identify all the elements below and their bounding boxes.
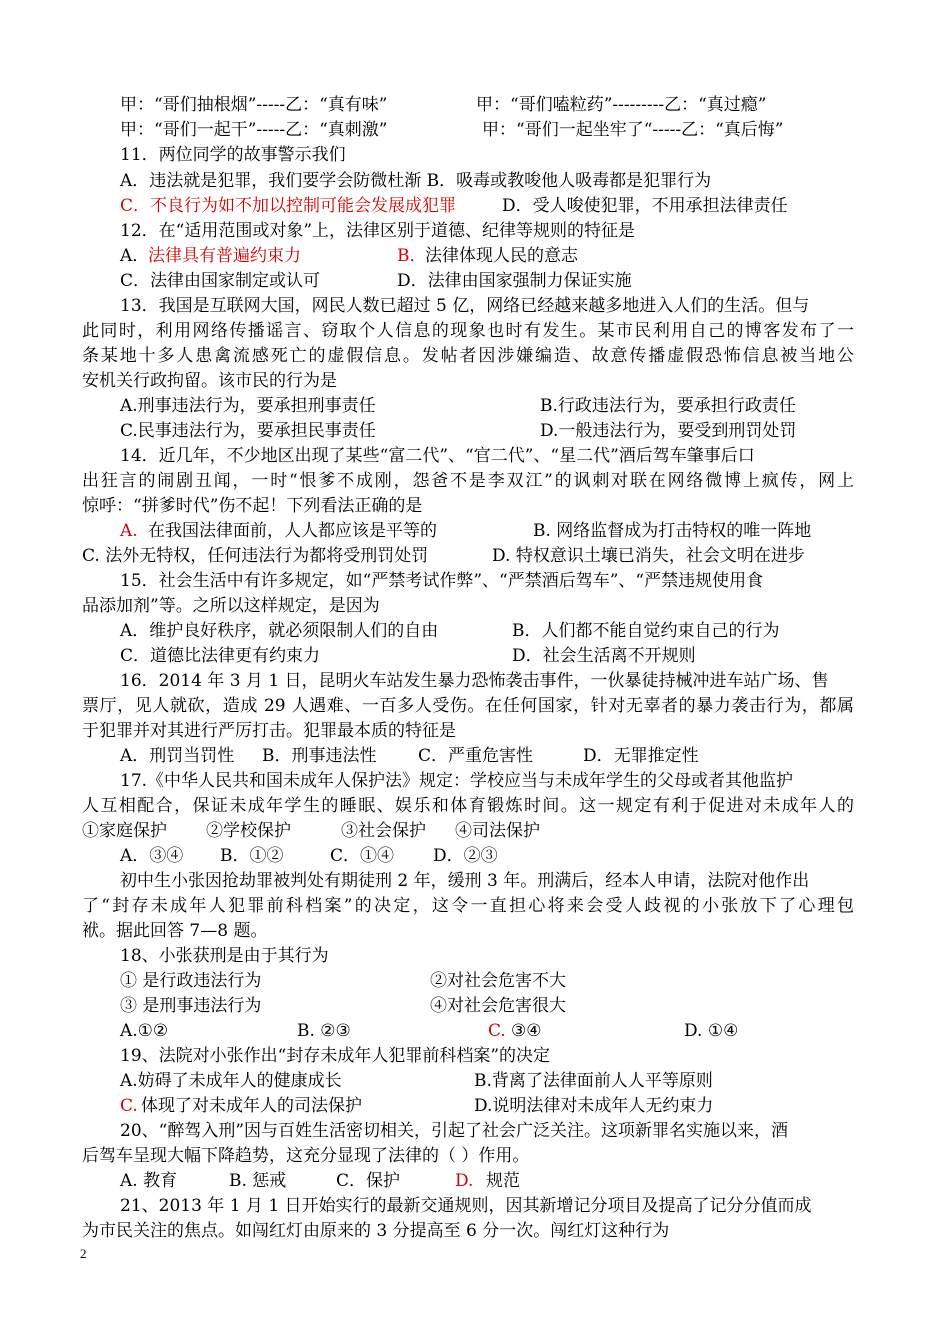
line-text: 人互相配合，保证未成年学生的睡眠、娱乐和体育锻炼时间。这一规定有利于促进对未成年人的	[82, 796, 854, 816]
text-line	[0, 1069, 950, 1094]
line-text: ④司法保护	[455, 821, 540, 841]
text-line	[0, 369, 950, 394]
line-text: ① 是行政违法行为	[120, 971, 262, 991]
line-text: B. 网络监督成为打击特权的唯一阵地	[533, 521, 812, 541]
page-number: 2	[80, 1246, 87, 1261]
line-text: 18、小张获刑是由于其行为	[120, 946, 329, 966]
line-text: B. 惩戒	[229, 1171, 287, 1191]
line-text: ③④	[511, 1021, 542, 1041]
line-text: C．保护	[336, 1171, 401, 1191]
line-text: ①家庭保护	[82, 821, 167, 841]
line-text: 于犯罪并对其进行严厉打击。犯罪最本质的特征是	[82, 721, 456, 741]
line-text: D．②③	[433, 846, 498, 866]
line-text: 惊呼：“拼爹时代”伤不起！下列看法正确的是	[82, 496, 423, 516]
line-text: 为市民关注的焦点。如闯红灯由原来的 3 分提高至 6 分一次。闯红灯这种行为	[82, 1221, 670, 1241]
text-line	[0, 219, 950, 244]
line-text: ④对社会危害很大	[430, 996, 566, 1016]
line-text: 出狂言的闹剧丑闻，一时“恨爹不成刚，怨爸不是李双江”的讽刺对联在网络微博上疯传，网上	[82, 471, 854, 491]
line-text: 19、法院对小张作出“封存未成年人犯罪前科档案”的决定	[120, 1046, 551, 1066]
text-line	[0, 1044, 950, 1069]
text-line	[0, 744, 950, 769]
line-text: D．社会生活离不开规则	[512, 646, 696, 666]
line-text: ③ 是刑事违法行为	[120, 996, 262, 1016]
line-text: 13．我国是互联网大国，网民人数已超过 5 亿，网络已经越来越多地进入人们的生活。但与	[120, 296, 810, 316]
line-text: B．人们都不能自觉约束自己的行为	[512, 621, 780, 641]
text-line	[0, 419, 950, 444]
line-text: ②学校保护	[206, 821, 291, 841]
text-line	[0, 269, 950, 294]
line-text: 20、“醉驾入刑”因与百姓生活密切相关，引起了社会广泛关注。这项新罪名实施以来，酒	[120, 1121, 789, 1141]
line-text: D．受人唆使犯罪，不用承担法律责任	[502, 196, 788, 216]
text-line	[0, 569, 950, 594]
line-text: D. 特权意识土壤已消失，社会文明在进步	[492, 546, 805, 566]
text-line	[0, 619, 950, 644]
line-text: 甲：“哥们一起干”-----乙：“真刺激”	[120, 120, 388, 140]
highlighted-text: D.	[455, 1171, 474, 1191]
line-text: 条某地十多人患禽流感死亡的虚假信息。发帖者因涉嫌编造、故意传播虚假恐怖信息被当地公	[82, 346, 854, 366]
line-text: A．违法就是犯罪，我们要学会防微杜渐 B．吸毒或教唆他人吸毒都是犯罪行为	[120, 171, 712, 191]
line-text: C.民事违法行为，要承担民事责任	[120, 421, 376, 441]
highlighted-text: A.	[120, 521, 138, 541]
text-line	[0, 819, 950, 844]
line-text: 甲：“哥们一起坐牢了“-----乙：“真后悔”	[482, 120, 784, 140]
line-text: A．③④	[120, 846, 184, 866]
line-text: 安机关行政拘留。该市民的行为是	[82, 371, 337, 391]
text-line	[0, 869, 950, 894]
line-text: D．法律由国家强制力保证实施	[397, 271, 632, 291]
line-text: 袱。据此回答 7—8 题。	[82, 921, 268, 941]
line-text: C．①④	[330, 846, 395, 866]
text-line	[0, 294, 950, 319]
line-text: 甲：“哥们抽根烟”-----乙：“真有味”	[120, 95, 388, 115]
line-text: C．道德比法律更有约束力	[120, 646, 321, 666]
line-text: A．维护良好秩序，就必须限制人们的自由	[120, 621, 439, 641]
line-text: ②对社会危害不大	[430, 971, 566, 991]
text-line	[0, 444, 950, 469]
line-text: ③社会保护	[341, 821, 426, 841]
line-text: C．法律由国家制定或认可	[120, 271, 321, 291]
line-text: A.①②	[120, 1021, 169, 1041]
text-line	[0, 894, 950, 919]
highlighted-text: B．	[397, 246, 427, 266]
text-line	[0, 1194, 950, 1219]
text-line	[0, 244, 950, 269]
line-text: 体现了对未成年人的司法保护	[141, 1096, 362, 1116]
line-text: D.一般违法行为，要受到刑罚处罚	[540, 421, 797, 441]
line-text: 17.《中华人民共和国未成年人保护法》规定：学校应当与未成年学生的父母或者其他监护	[120, 771, 794, 791]
text-line	[0, 1019, 950, 1044]
line-text: C. 法外无特权，任何违法行为都将受刑罚处罚	[82, 546, 429, 566]
line-text: A.刑事违法行为，要承担刑事责任	[120, 396, 376, 416]
line-text: 初中生小张因抢劫罪被判处有期徒刑 2 年，缓刑 3 年。刑满后，经本人申请，法院对他作出	[120, 871, 810, 891]
line-text: 规范	[486, 1171, 520, 1191]
text-line	[0, 719, 950, 744]
text-line	[0, 118, 950, 143]
text-line	[0, 1169, 950, 1194]
text-line	[0, 143, 950, 168]
highlighted-text: C．不良行为如不加以控制可能会发展成犯罪	[120, 196, 457, 216]
text-line	[0, 669, 950, 694]
line-text: D. ①④	[684, 1021, 739, 1041]
line-text: 15．社会生活中有许多规定，如“严禁考试作弊”、“严禁酒后驾车”、“严禁违规使用食	[120, 571, 764, 591]
text-line	[0, 769, 950, 794]
line-text: 票厅，见人就砍，造成 29 人遇难、一百多人受伤。在任何国家，针对无辜者的暴力袭击行为，都属	[82, 696, 854, 716]
line-text: 法律体现人民的意志	[425, 246, 578, 266]
line-text: B．①②	[220, 846, 284, 866]
line-text: 14．近几年，不少地区出现了某些“富二代”、“官二代”、“星二代”酒后驾车肇事后口	[120, 446, 755, 466]
line-text: B.行政违法行为，要承担行政责任	[540, 396, 796, 416]
text-line	[0, 319, 950, 344]
line-text: A．刑罚当罚性	[120, 746, 235, 766]
text-line	[0, 644, 950, 669]
text-line	[0, 344, 950, 369]
line-text: 此同时，利用网络传播谣言、窃取个人信息的现象也时有发生。某市民利用自己的博客发布了一	[82, 321, 854, 341]
line-text: 在我国法律面前，人人都应该是平等的	[148, 521, 437, 541]
text-line	[0, 919, 950, 944]
text-line	[0, 469, 950, 494]
text-line	[0, 1094, 950, 1119]
line-text: 后驾车呈现大幅下降趋势，这充分显现了法律的（ ）作用。	[82, 1146, 530, 1166]
line-text: 品添加剂”等。之所以这样规定，是因为	[82, 596, 380, 616]
line-text: 了“封存未成年人犯罪前科档案”的决定，这令一直担心将来会受人歧视的小张放下了心理包	[82, 896, 854, 916]
highlighted-text: C.	[488, 1021, 506, 1041]
text-line	[0, 494, 950, 519]
highlighted-text: C.	[120, 1096, 138, 1116]
line-text: B. ②③	[297, 1021, 351, 1041]
text-line	[0, 1219, 950, 1244]
line-text: A．	[120, 246, 150, 266]
line-text: B．刑事违法性	[262, 746, 377, 766]
line-text: A. 教育	[120, 1171, 178, 1191]
text-line	[0, 519, 950, 544]
text-line	[0, 194, 950, 219]
line-text: 21、2013 年 1 月 1 日开始实行的最新交通规则，因其新增记分项目及提高了记分分值而成	[120, 1196, 812, 1216]
text-line	[0, 794, 950, 819]
text-line	[0, 93, 950, 118]
text-line	[0, 394, 950, 419]
text-line	[0, 969, 950, 994]
text-line	[0, 544, 950, 569]
line-text: D．无罪推定性	[583, 746, 699, 766]
line-text: 11．两位同学的故事警示我们	[120, 145, 346, 165]
highlighted-text: 法律具有普遍约束力	[148, 246, 301, 266]
line-text: 甲：“哥们嗑粒药”---------乙：“真过瘾”	[476, 95, 767, 115]
text-line	[0, 169, 950, 194]
text-line	[0, 994, 950, 1019]
line-text: 16．2014 年 3 月 1 日，昆明火车站发生暴力恐怖袭击事件，一伙暴徒持械冲进车站广场、售	[120, 671, 829, 691]
text-line	[0, 944, 950, 969]
text-line	[0, 844, 950, 869]
text-line	[0, 594, 950, 619]
text-line	[0, 1144, 950, 1169]
text-line	[0, 1119, 950, 1144]
line-text: D.说明法律对未成年人无约束力	[474, 1096, 714, 1116]
line-text: B.背离了法律面前人人平等原则	[474, 1071, 713, 1091]
line-text: A.妨碍了未成年人的健康成长	[120, 1071, 342, 1091]
line-text: C．严重危害性	[418, 746, 534, 766]
line-text: 12．在“适用范围或对象”上，法律区别于道德、纪律等规则的特征是	[120, 221, 636, 241]
text-line	[0, 694, 950, 719]
